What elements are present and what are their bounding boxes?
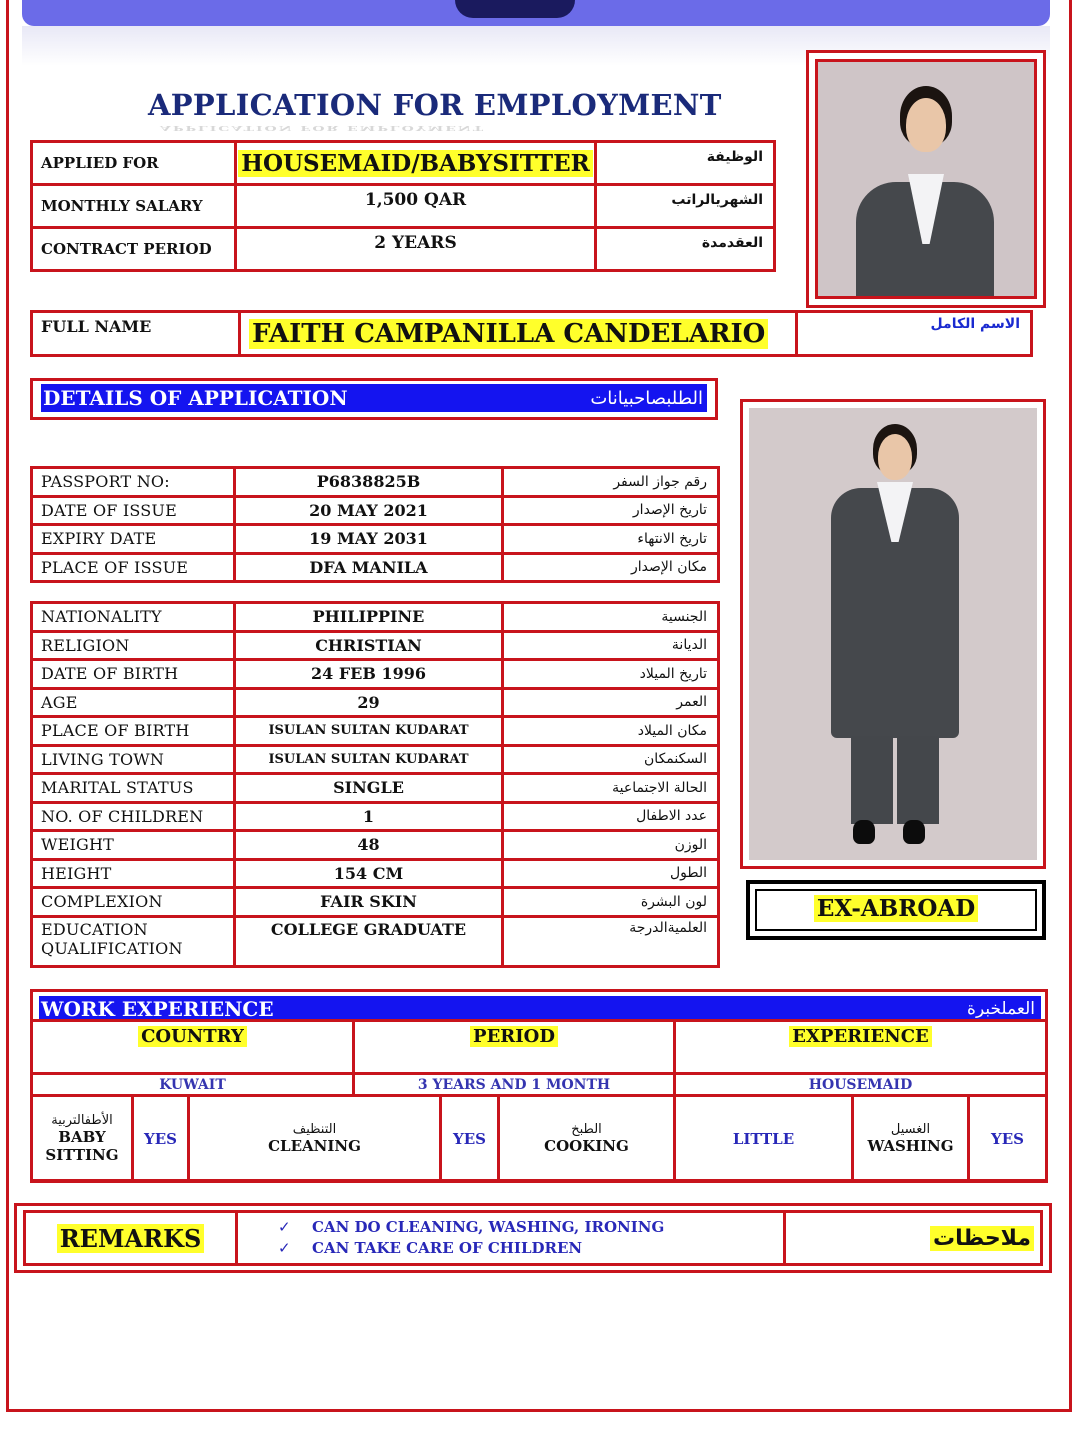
remarks-arabic: ملاحظات (930, 1226, 1034, 1251)
nationality-arabic: الجنسية (503, 603, 719, 632)
height-arabic: الطول (503, 859, 719, 888)
work-period: 3 YEARS AND 1 MONTH (354, 1074, 675, 1096)
table-row (32, 745, 719, 774)
table-row (32, 525, 719, 554)
expiry-date-label: EXPIRY DATE (32, 525, 235, 554)
monthly-salary-label: MONTHLY SALARY (32, 185, 236, 228)
table-row (32, 831, 719, 860)
full-name-value: FAITH CAMPANILLA CANDELARIO (249, 319, 768, 349)
cleaning-arabic: التنظيف (292, 1122, 337, 1137)
passport-no-label: PASSPORT NO: (32, 468, 235, 497)
full-name-table (30, 310, 1033, 357)
age-value: 29 (235, 688, 503, 717)
marital-status-arabic: الحالة الاجتماعية (503, 774, 719, 803)
list-item (278, 1238, 783, 1259)
contract-period-arabic: العقدمدة (596, 228, 775, 271)
washing-arabic: الغسيل (890, 1122, 931, 1137)
details-title-arabic: الطلبصاحبيانات (590, 387, 703, 409)
portrait-photo-frame (806, 50, 1046, 308)
remarks-section (14, 1203, 1052, 1273)
skills-table (30, 1094, 1048, 1183)
ex-abroad-box (746, 880, 1046, 940)
table-row (32, 468, 719, 497)
details-title: DETAILS OF APPLICATION (43, 386, 348, 410)
table-row (32, 553, 719, 582)
checkmark-icon: ✓ (278, 1239, 291, 1257)
place-of-birth-arabic: مكان الميلاد (503, 717, 719, 746)
date-of-issue-label: DATE OF ISSUE (32, 496, 235, 525)
complexion-arabic: لون البشرة (503, 888, 719, 917)
agency-logo (455, 0, 575, 18)
table-row (32, 717, 719, 746)
passport-table (30, 466, 720, 583)
height-value: 154 CM (235, 859, 503, 888)
table-row (32, 631, 719, 660)
remarks-label: REMARKS (57, 1224, 205, 1253)
checkmark-icon: ✓ (278, 1218, 291, 1236)
full-body-photo-frame (740, 399, 1046, 869)
full-name-row (32, 312, 1032, 356)
monthly-salary-arabic: الشهريالراتب (596, 185, 775, 228)
full-body-photo (749, 408, 1037, 860)
experience-header: EXPERIENCE (789, 1026, 932, 1047)
table-row (32, 688, 719, 717)
applied-for-arabic: الوظيفة (596, 142, 775, 185)
nationality-value: PHILIPPINE (235, 603, 503, 632)
cooking-arabic: الطبخ (571, 1122, 602, 1137)
washing-value: YES (969, 1096, 1047, 1182)
country-header: COUNTRY (138, 1026, 247, 1047)
page-title-reflection: APPLICATION FOR EMPLOYMENT (160, 124, 486, 132)
baby-sitting-label: BABY SITTING (45, 1128, 119, 1164)
expiry-date-arabic: تاريخ الانتهاء (503, 525, 719, 554)
baby-sitting-value: YES (133, 1096, 189, 1182)
page-title: APPLICATION FOR EMPLOYMENT (148, 88, 722, 122)
full-name-arabic: الاسم الكامل (797, 312, 1032, 356)
monthly-salary-row (32, 185, 775, 228)
place-of-birth-label: PLACE OF BIRTH (32, 717, 235, 746)
living-town-value: ISULAN SULTAN KUDARAT (235, 745, 503, 774)
applied-for-label: APPLIED FOR (32, 142, 236, 185)
applied-for-value: HOUSEMAID/BABYSITTER (238, 150, 593, 177)
applied-for-row (32, 142, 775, 185)
date-of-birth-label: DATE OF BIRTH (32, 660, 235, 689)
work-experience-arabic: العملخبرة (967, 999, 1035, 1019)
job-info-table (30, 140, 776, 272)
contract-period-row (32, 228, 775, 271)
weight-arabic: الوزن (503, 831, 719, 860)
work-experience-role: HOUSEMAID (675, 1074, 1047, 1096)
table-row (32, 1074, 1047, 1096)
children-arabic: عدد الاطفال (503, 802, 719, 831)
cooking-label: COOKING (544, 1137, 629, 1155)
portrait-photo (815, 59, 1037, 299)
education-arabic: العلميةالدرجة (503, 916, 719, 966)
contract-period-value: 2 YEARS (236, 228, 596, 271)
work-experience-table (30, 1019, 1048, 1097)
work-country: KUWAIT (32, 1074, 354, 1096)
date-of-issue-arabic: تاريخ الإصدار (503, 496, 719, 525)
weight-label: WEIGHT (32, 831, 235, 860)
height-label: HEIGHT (32, 859, 235, 888)
weight-value: 48 (235, 831, 503, 860)
work-header-row (32, 1021, 1047, 1074)
washing-label: WASHING (867, 1137, 954, 1155)
ex-abroad-label: EX-ABROAD (814, 895, 978, 922)
date-of-birth-arabic: تاريخ الميلاد (503, 660, 719, 689)
education-label: EDUCATION QUALIFICATION (32, 916, 235, 966)
nationality-label: NATIONALITY (32, 603, 235, 632)
religion-label: RELIGION (32, 631, 235, 660)
passport-no-arabic: رقم جواز السفر (503, 468, 719, 497)
table-row (32, 660, 719, 689)
period-header: PERIOD (470, 1026, 558, 1047)
place-of-birth-value: ISULAN SULTAN KUDARAT (235, 717, 503, 746)
date-of-issue-value: 20 MAY 2021 (235, 496, 503, 525)
living-town-arabic: السكنمكان (503, 745, 719, 774)
monthly-salary-value: 1,500 QAR (236, 185, 596, 228)
age-label: AGE (32, 688, 235, 717)
table-row (32, 859, 719, 888)
place-of-issue-arabic: مكان الإصدار (503, 553, 719, 582)
list-item (278, 1217, 783, 1238)
cleaning-value: YES (441, 1096, 499, 1182)
full-name-label: FULL NAME (32, 312, 240, 356)
contract-period-label: CONTRACT PERIOD (32, 228, 236, 271)
religion-value: CHRISTIAN (235, 631, 503, 660)
table-row (32, 603, 719, 632)
complexion-label: COMPLEXION (32, 888, 235, 917)
work-experience-title: WORK EXPERIENCE (41, 997, 274, 1021)
passport-no-value: P6838825B (235, 468, 503, 497)
place-of-issue-label: PLACE OF ISSUE (32, 553, 235, 582)
table-row (32, 496, 719, 525)
remark-text: CAN TAKE CARE OF CHILDREN (312, 1239, 583, 1257)
baby-sitting-arabic: الأطفالتربية (51, 1113, 113, 1128)
marital-status-value: SINGLE (235, 774, 503, 803)
details-section-header (30, 378, 718, 420)
date-of-birth-value: 24 FEB 1996 (235, 660, 503, 689)
expiry-date-value: 19 MAY 2031 (235, 525, 503, 554)
education-value: COLLEGE GRADUATE (235, 916, 503, 966)
skills-row (32, 1096, 1047, 1182)
age-arabic: العمر (503, 688, 719, 717)
table-row (32, 916, 719, 966)
cleaning-label: CLEANING (268, 1137, 361, 1155)
personal-details-table (30, 601, 720, 968)
table-row (32, 802, 719, 831)
religion-arabic: الديانة (503, 631, 719, 660)
complexion-value: FAIR SKIN (235, 888, 503, 917)
living-town-label: LIVING TOWN (32, 745, 235, 774)
children-value: 1 (235, 802, 503, 831)
marital-status-label: MARITAL STATUS (32, 774, 235, 803)
cooking-value: LITTLE (675, 1096, 853, 1182)
remark-text: CAN DO CLEANING, WASHING, IRONING (312, 1218, 665, 1236)
table-row (32, 888, 719, 917)
place-of-issue-value: DFA MANILA (235, 553, 503, 582)
table-row (32, 774, 719, 803)
children-label: NO. OF CHILDREN (32, 802, 235, 831)
